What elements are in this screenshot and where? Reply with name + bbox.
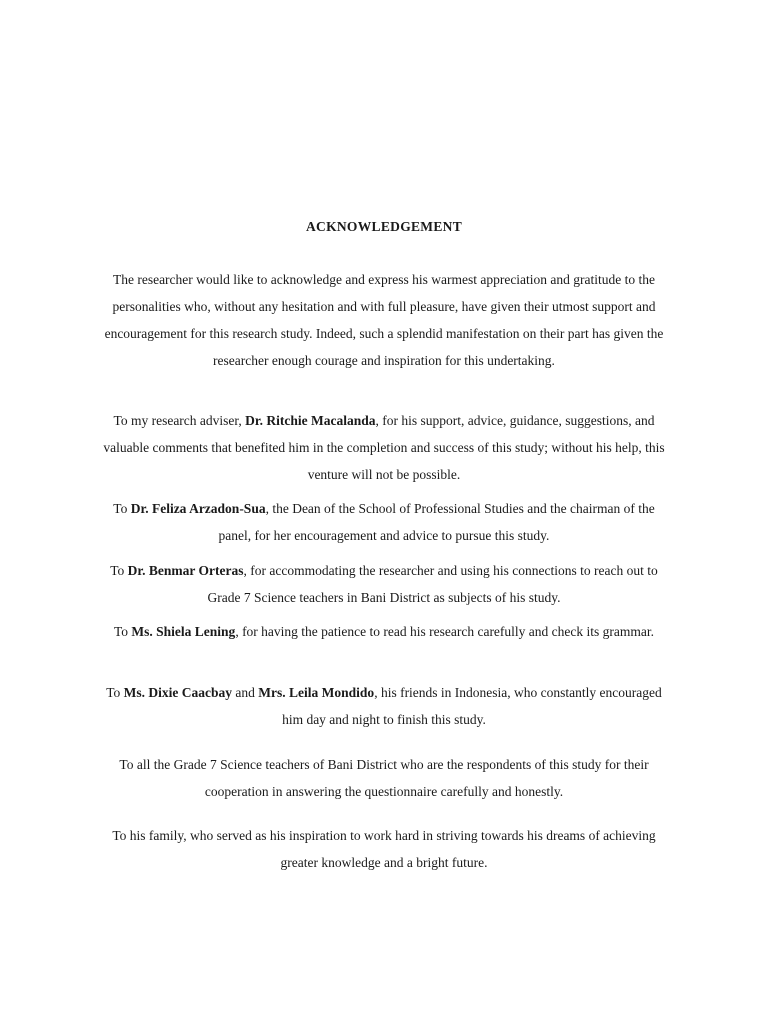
person-name: Dr. Benmar Orteras	[127, 563, 244, 578]
paragraph-adviser	[100, 407, 668, 488]
paragraph-text-pre: To	[106, 685, 124, 700]
paragraph-text-pre: To	[110, 563, 128, 578]
paragraph-text-pre: To	[113, 624, 132, 639]
paragraph-text-post: , for accommodating the researcher and using his connections to reach out to Grade 7 Science teachers in Bani District as subjects of his study.	[207, 563, 658, 605]
paragraph-text-post: , for his support, advice, guidance, suggestions, and valuable comments that benefited him in the completion and success of this study; without his help, this venture will not be possible.	[103, 413, 665, 482]
person-name: Dr. Ritchie Macalanda	[245, 413, 376, 428]
paragraph-dean	[100, 495, 668, 549]
paragraph-text: To his family, who served as his inspiration to work hard in striving towards his dreams of achieving greater knowledge and a bright future.	[112, 828, 656, 870]
paragraph-teachers	[100, 751, 668, 805]
paragraph-text: To all the Grade 7 Science teachers of Bani District who are the respondents of this study for their cooperation in answering the questionnaire carefully and honestly.	[119, 757, 649, 799]
person-name: Dr. Feliza Arzadon-Sua	[130, 501, 266, 516]
person-name: Ms. Shiela Lening	[131, 624, 236, 639]
person-name: Mrs. Leila Mondido	[258, 685, 375, 700]
paragraph-text-post: , his friends in Indonesia, who constantly encouraged him day and night to finish this study.	[282, 685, 662, 727]
paragraph-family	[100, 822, 668, 876]
page-title: ACKNOWLEDGEMENT	[305, 219, 462, 234]
paragraph-text-pre: To my research adviser,	[113, 413, 246, 428]
paragraph-text-mid: and	[232, 685, 259, 700]
person-name: Ms. Dixie Caacbay	[123, 685, 233, 700]
paragraph-text-pre: To	[113, 501, 131, 516]
paragraph-intro	[100, 266, 668, 374]
paragraph-friends	[100, 679, 668, 733]
paragraph-lening	[100, 618, 668, 645]
paragraph-text-post: , the Dean of the School of Professional Studies and the chairman of the panel, for her encouragement and advice to pursue this study.	[218, 501, 655, 543]
paragraph-text: The researcher would like to acknowledge and express his warmest appreciation and gratitude to the personalities who, without any hesitation and with full pleasure, have given their utmost support and encouragement for this research study. Indeed, such a splendid manifestation on their part has given the researcher enough courage and inspiration for this undertaking.	[104, 272, 664, 368]
paragraph-text-post: , for having the patience to read his research carefully and check its grammar.	[235, 624, 655, 639]
paragraph-orteras	[100, 557, 668, 611]
